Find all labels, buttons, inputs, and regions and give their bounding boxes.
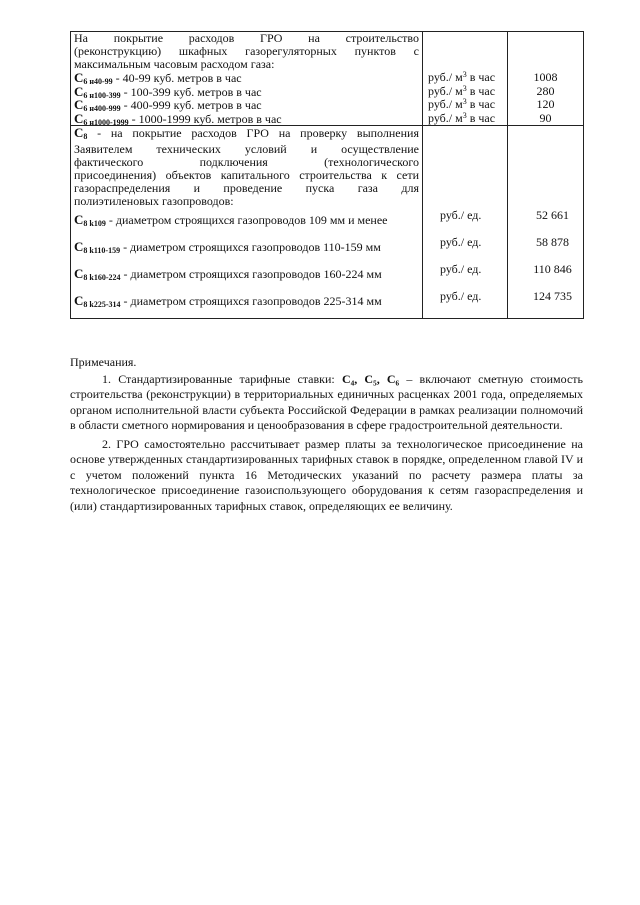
rate-value: 52 661 (536, 208, 569, 222)
c6-desc-line: максимальным часовым расходом газа: (74, 57, 275, 71)
c6-rate-row: $С_{6 н40-99} - 40-99$ куб. метров в час (74, 70, 242, 86)
unit-label: руб./ $м^3$ в час (428, 97, 496, 111)
rate-value: 110 846 (533, 262, 572, 276)
note-2: 2. ГРО самостоятельно рассчитывает размер платы за технологическое присоединение на основе утвержденных стандартизированных тарифных ставок в порядке, определенном главой IV и с учетом положений пункта 16 Методических указаний по расчету размера платы за технологическое присоединение газоиспользующего оборудования к сетям газораспределения и (или) стандартизированных тарифных ставок, определяющих ее величину. (70, 436, 583, 513)
table-row-c8 (71, 126, 584, 319)
unit-label: руб./ ед. (440, 262, 482, 276)
rate-value: 1008 (533, 70, 558, 84)
unit-label: руб./ $м^3$ в час (428, 110, 496, 125)
c6-desc-line: (реконструкцию) шкафных газорегуляторных пунктов с (74, 44, 419, 58)
c8-desc-line: Заявителем технических условий и осуществление (74, 142, 419, 156)
rate-value: 90 (539, 110, 552, 125)
rate-value: 124 735 (533, 289, 572, 303)
c8-value-cell (508, 126, 584, 319)
unit-label: руб./ ед. (440, 208, 482, 222)
c8-rate-row: $С_{8 k110-159}$ - диаметром строящихся газопроводов 110-159 мм (74, 239, 381, 255)
c8-desc-line: присоединения) объектов капитального строительства к сети (74, 168, 419, 182)
c8-desc-line: газораспределения и проведение пуска газа для (74, 181, 419, 195)
c8-description-cell (71, 126, 423, 319)
c8-desc-line: полиэтиленовых газопроводов: (74, 194, 234, 208)
notes-title: Примечания. (70, 355, 137, 369)
c8-desc-line: фактического подключения (технологического (74, 155, 419, 169)
unit-label: руб./ $м^3$ в час (428, 83, 496, 98)
table-row-c6 (71, 32, 584, 126)
c6-rate-row: $С_{6 н1000-1999} - 1000-1999$ куб. метров в час (74, 110, 282, 127)
c8-rate-row: $С_{8 k109}$ - диаметром строящихся газопроводов 109 мм и менее (74, 212, 388, 228)
c6-value-cell (508, 32, 584, 126)
c6-desc-line: На покрытие расходов ГРО на строительство (74, 31, 419, 45)
rate-value: 120 (536, 97, 555, 111)
c6-rate-row: $С_{6 н100-399} - 100-399$ куб. метров в час (74, 83, 262, 100)
unit-label: руб./ ед. (440, 235, 482, 249)
c6-rate-row: $С_{6 н400-999} - 400-999$ куб. метров в час (74, 97, 262, 113)
note-1: 1. Стандартизированные тарифные ставки: С₄, С₅, С₆ – включают сметную стоимость строительства (реконструкции) в территориальных единичных расценках 2001 года, определяемых органом исполнительной власти субъекта Российской Федерации в рамках реализации полномочий в области сметного нормирования и ценообразования в сфере градостроительной деятельности. (70, 371, 583, 432)
c8-rate-row: $С_{8 k225-314}$ - диаметром строящихся газопроводов 225-314 мм (74, 293, 382, 309)
c8-unit-cell (423, 126, 508, 319)
c6-description-cell (71, 32, 423, 126)
note-1-symbols: С₄, С₅, С₆ (341, 371, 400, 386)
tariff-table (70, 31, 584, 319)
c8-desc-line: $С_8$ - на покрытие расходов ГРО на проверку выполнения (74, 125, 419, 141)
notes-section (70, 355, 583, 514)
rate-value: 280 (536, 83, 555, 98)
c6-unit-cell (423, 32, 508, 126)
unit-label: руб./ $м^3$ в час (428, 70, 496, 84)
unit-label: руб./ ед. (440, 289, 482, 303)
c8-rate-row: $С_{8 k160-224}$ - диаметром строящихся газопроводов 160-224 мм (74, 266, 382, 282)
rate-value: 58 878 (536, 235, 569, 249)
